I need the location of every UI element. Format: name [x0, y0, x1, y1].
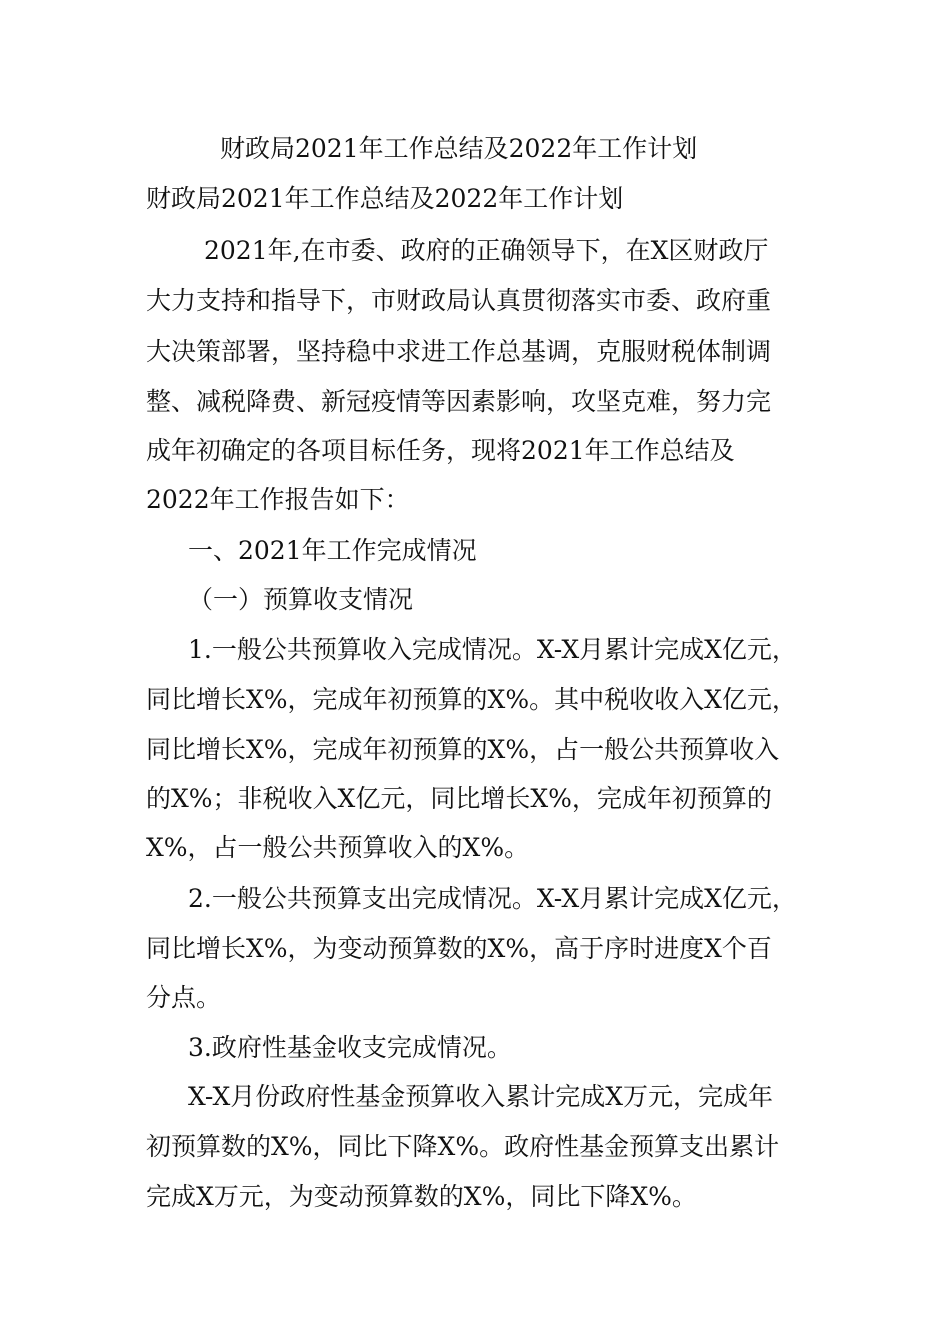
body-line: 分点。 — [146, 983, 222, 1012]
body-line: X-X月份政府性基金预算收入累计完成X万元，完成年 — [188, 1082, 774, 1111]
body-line: 大力支持和指导下，市财政局认真贯彻落实市委、政府重 — [146, 286, 772, 315]
body-line: 1.一般公共预算收入完成情况。X-X月累计完成X亿元， — [188, 635, 797, 664]
body-line: 初预算数的X%，同比下降X%。政府性基金预算支出累计 — [146, 1132, 780, 1161]
body-line: 2022年工作报告如下： — [146, 485, 410, 514]
document-subtitle: 财政局2021年工作总结及2022年工作计划 — [146, 184, 624, 213]
body-line: 2.一般公共预算支出完成情况。X-X月累计完成X亿元， — [188, 884, 797, 913]
body-line: 3.政府性基金收支完成情况。 — [188, 1033, 512, 1062]
body-line: 完成X万元，为变动预算数的X%，同比下降X%。 — [146, 1182, 697, 1211]
subsection-heading: （一）预算收支情况 — [188, 585, 414, 614]
section-heading: 一、2021年工作完成情况 — [188, 536, 477, 565]
body-line: X%，占一般公共预算收入的X%。 — [146, 833, 530, 862]
body-line: 大决策部署，坚持稳中求进工作总基调，克服财税体制调 — [146, 337, 772, 366]
body-line: 同比增长X%，为变动预算数的X%，高于序时进度X个百 — [146, 934, 772, 963]
body-line: 的X%；非税收入X亿元，同比增长X%，完成年初预算的 — [146, 784, 772, 813]
body-line: 同比增长X%，完成年初预算的X%，占一般公共预算收入 — [146, 735, 780, 764]
body-line: 成年初确定的各项目标任务，现将2021年工作总结及 — [146, 436, 735, 465]
document-title: 财政局2021年工作总结及2022年工作计划 — [220, 134, 698, 163]
body-line: 同比增长X%，完成年初预算的X%。其中税收收入X亿元， — [146, 685, 797, 714]
body-line: 整、减税降费、新冠疫情等因素影响，攻坚克难，努力完 — [146, 387, 772, 416]
body-line: 2021年,在市委、政府的正确领导下，在X区财政厅 — [204, 236, 769, 265]
